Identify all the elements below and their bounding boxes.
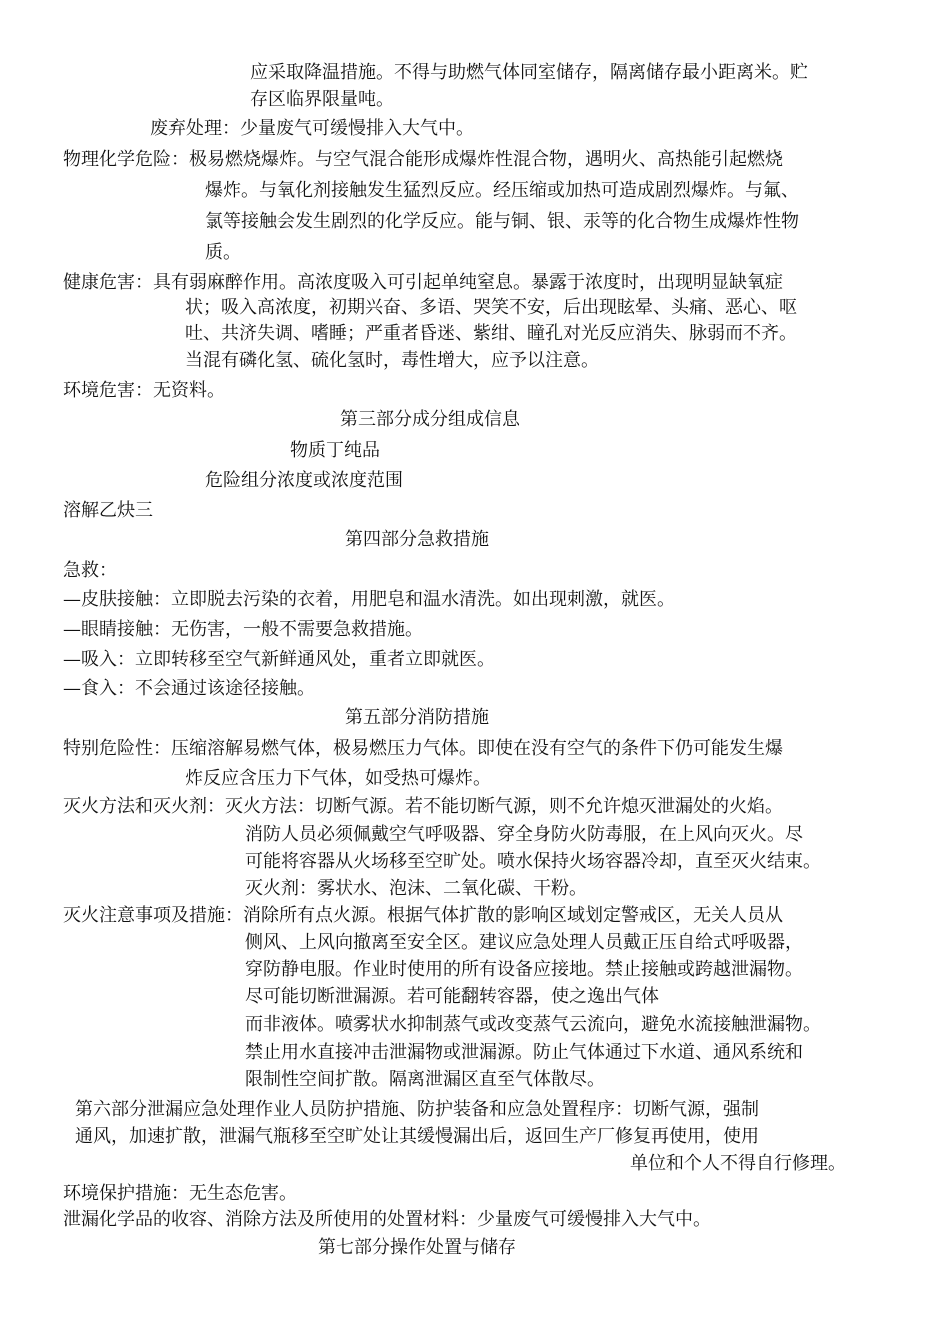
- precautions-line-4: 尽可能切断泄漏源。若可能翻转容器，使之逸出气体: [245, 986, 659, 1007]
- health-line-2: 状；吸入高浓度，初期兴奋、多语、哭笑不安，后出现眩晕、头痛、恶心、呕: [185, 297, 797, 318]
- precautions-line-2: 侧风、上风向撤离至安全区。建议应急处理人员戴正压自给式呼吸器，: [245, 932, 803, 953]
- env-protect-line: 环境保护措施：无生态危害。: [63, 1183, 297, 1204]
- health-line-4: 当混有磷化氢、硫化氢时，毒性增大，应予以注意。: [185, 350, 599, 371]
- first-aid-skin: —皮肤接触：立即脱去污染的衣着，用肥皂和温水清洗。如出现刺激，就医。: [63, 589, 675, 610]
- part5-title: 第五部分消防措施: [345, 707, 489, 728]
- storage-line-1: 应采取降温措施。不得与助燃气体同室储存，隔离储存最小距离米。贮: [250, 62, 808, 83]
- first-aid-heading: 急救：: [63, 560, 117, 581]
- physchem-line-1: 物理化学危险：极易燃烧爆炸。与空气混合能形成爆炸性混合物，遇明火、高热能引起燃烧: [63, 149, 783, 170]
- part3-component: 危险组分浓度或浓度范围: [205, 470, 403, 491]
- precautions-line-7: 限制性空间扩散。隔离泄漏区直至气体散尽。: [245, 1069, 605, 1090]
- physchem-line-4: 质。: [205, 242, 241, 263]
- part7-title: 第七部分操作处置与储存: [318, 1237, 516, 1258]
- part6-line-1: 第六部分泄漏应急处理作业人员防护措施、防护装备和应急处置程序：切断气源，强制: [75, 1099, 759, 1120]
- health-line-3: 吐、共济失调、嗜睡；严重者昏迷、紫绀、瞳孔对光反应消失、脉弱而不齐。: [185, 323, 797, 344]
- first-aid-ingestion: —食入：不会通过该途径接触。: [63, 678, 315, 699]
- health-line-1: 健康危害：具有弱麻醉作用。高浓度吸入可引起单纯窒息。暴露于浓度时，出现明显缺氧症: [63, 272, 783, 293]
- part6-line-2: 通风，加速扩散，泄漏气瓶移至空旷处让其缓慢漏出后，返回生产厂修复再使用，使用: [75, 1126, 759, 1147]
- env-hazard-line: 环境危害：无资料。: [63, 380, 225, 401]
- extinguish-line-1: 灭火方法和灭火剂：灭火方法：切断气源。若不能切断气源，则不允许熄灭泄漏处的火焰。: [63, 796, 783, 817]
- part3-item: 溶解乙炔三: [63, 500, 153, 521]
- precautions-line-6: 禁止用水直接冲击泄漏物或泄漏源。防止气体通过下水道、通风系统和: [245, 1042, 803, 1063]
- special-hazard-line-1: 特别危险性：压缩溶解易燃气体，极易燃压力气体。即使在没有空气的条件下仍可能发生爆: [63, 738, 783, 759]
- precautions-line-1: 灭火注意事项及措施：消除所有点火源。根据气体扩散的影响区域划定警戒区，无关人员从: [63, 905, 783, 926]
- precautions-line-5: 而非液体。喷雾状水抑制蒸气或改变蒸气云流向，避免水流接触泄漏物。: [245, 1014, 821, 1035]
- special-hazard-line-2: 炸反应含压力下气体，如受热可爆炸。: [185, 768, 491, 789]
- physchem-line-2: 爆炸。与氧化剂接触发生猛烈反应。经压缩或加热可造成剧烈爆炸。与氟、: [205, 180, 799, 201]
- extinguish-line-2: 消防人员必须佩戴空气呼吸器、穿全身防火防毒服，在上风向灭火。尽: [245, 824, 803, 845]
- leak-materials-line: 泄漏化学品的收容、消除方法及所使用的处置材料：少量废气可缓慢排入大气中。: [63, 1209, 711, 1230]
- physchem-line-3: 氯等接触会发生剧烈的化学反应。能与铜、银、汞等的化合物生成爆炸性物: [205, 211, 799, 232]
- part6-line-3: 单位和个人不得自行修理。: [630, 1153, 846, 1174]
- first-aid-eyes: —眼睛接触：无伤害，一般不需要急救措施。: [63, 619, 423, 640]
- part3-substance: 物质丁纯品: [290, 440, 380, 461]
- part4-title: 第四部分急救措施: [345, 529, 489, 550]
- first-aid-inhalation: —吸入：立即转移至空气新鲜通风处，重者立即就医。: [63, 649, 495, 670]
- disposal-line: 废弃处理：少量废气可缓慢排入大气中。: [150, 118, 474, 139]
- extinguish-line-3: 可能将容器从火场移至空旷处。喷水保持火场容器冷却，直至灭火结束。: [245, 851, 821, 872]
- precautions-line-3: 穿防静电服。作业时使用的所有设备应接地。禁止接触或跨越泄漏物。: [245, 959, 803, 980]
- storage-line-2: 存区临界限量吨。: [250, 89, 394, 110]
- extinguish-line-4: 灭火剂：雾状水、泡沫、二氧化碳、干粉。: [245, 878, 587, 899]
- part3-title: 第三部分成分组成信息: [340, 409, 520, 430]
